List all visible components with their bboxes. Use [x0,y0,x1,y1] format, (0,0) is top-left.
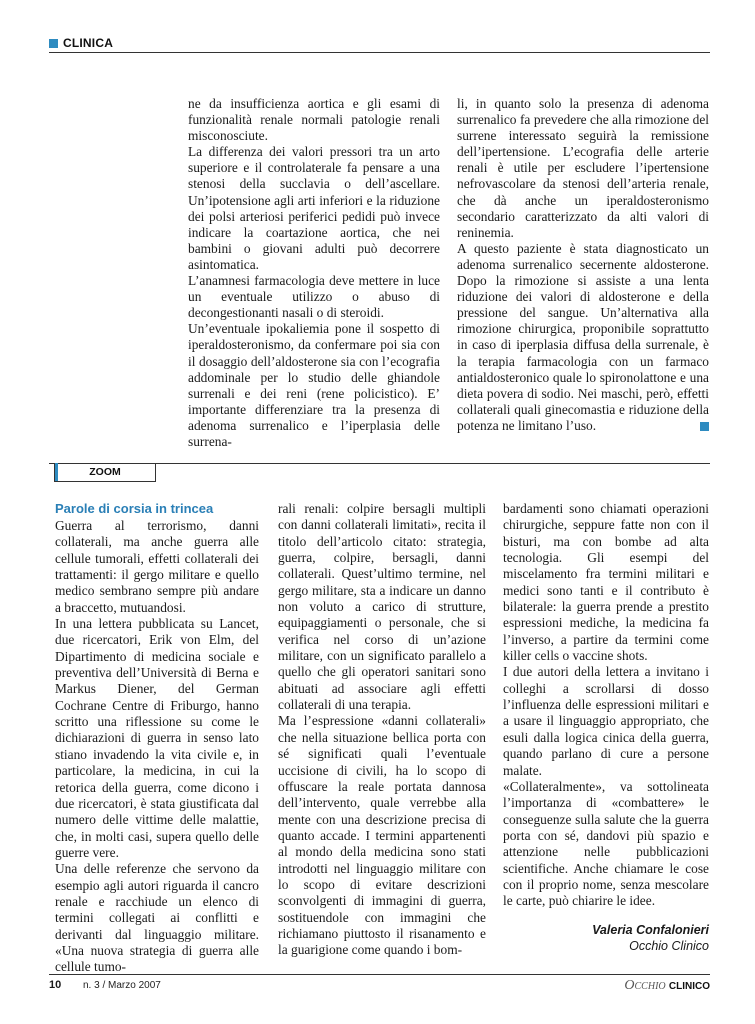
paragraph: La differenza dei valori pressori tra un arto superiore e il controlaterale fa pensare a una stenosi della succlavia o dell’ascellare. Un’ipotensione agli arti inferiori e la riduzione dei polsi arteriosi periferici pedidi può invece indicare la coartazione aortica, che nei bambini o giovani adulti può decorrere asintomatica. [188,144,440,272]
paragraph: bardamenti sono chiamati operazioni chirurgiche, seppure fatte non con il bisturi, ma con bombe ad alta tecnologia. Gli esempi del miscelamento fra termini militari e medici sono tanti e il contributo è bilaterale: la guerra prende a prestito espressioni mediche, la medicina fa l’inverso, a partire da termini come killer cells o vaccine shots. [503,501,709,664]
zoom-column-1 [55,501,259,976]
article-column-2 [457,96,709,434]
footer-rule [49,974,710,975]
end-marker [700,422,709,431]
zoom-label-box [54,463,156,482]
brand-part-1: Occhio [624,978,666,993]
zoom-column-3 [503,501,709,954]
paragraph: ne da insufficienza aortica e gli esami di funzionalità renale normali patologie renali misconosciute. [188,96,440,144]
section-header [49,34,710,56]
paragraph: Una delle referenze che servono da esempio agli autori riguarda il cancro renale e racchiude un elenco di termini collegati ai conflitti e derivanti dal linguaggio militare. «Una nuova strategia di guerra alle cellule tumo- [55,861,259,975]
paragraph: «Collateralmente», va sottolineata l’importanza di «combattere» le conseguenze sulla salute che la guerra porta con sé, dandovi più spazio e attenzione nelle pubblicazioni scientifiche. Anche chiamare le cose con il proprio nome, senza mescolare le carte, può chiarire le idee. [503,778,709,909]
paragraph: li, in quanto solo la presenza di adenoma surrenalico fa prevedere che alla rimozione del surrene interessato seguirà la remissione dell’ipertensione. L’ecografia delle arterie renali è utile per escludere l’ipertensione nefrovascolare da stenosi dell’arteria renale, che dà anche un iperaldosteronismo secondario caratterizzato da alti valori di reninemia. [457,96,709,240]
zoom-title: Parole di corsia in trincea [55,501,214,516]
signature [503,922,709,954]
zoom-header [49,463,710,483]
zoom-column-2 [278,501,486,959]
zoom-label: ZOOM [89,466,121,478]
paragraph: L’anamnesi farmacologia deve mettere in luce un eventuale utilizzo o abuso di decongestionanti nasali o di steroidi. [188,273,440,321]
author-name: Valeria Confalonieri [592,922,709,937]
publication-name: Occhio Clinico [629,938,709,953]
brand-part-2: CLINICO [668,981,710,992]
issue-info: n. 3 / Marzo 2007 [83,980,161,991]
section-label: CLINICA [63,36,114,50]
paragraph: rali renali: colpire bersagli multipli con danni collaterali limitati», recita il titolo dell’articolo citato: strategia, guerra, colpire, bersagli, danni collaterali. Quest’ultimo termine, nel gergo militare, sta a indicare un danno non voluto a carico di strutture, equipaggiamenti o personale, che si verifica nel corso di un’azione militare, con un significato parallelo a quello che gli operatori sanitari sono abituati ad associare agli effetti collaterali di una terapia. [278,501,486,713]
article-column-1 [188,96,440,450]
paragraph [457,241,709,434]
page-footer [49,974,710,996]
paragraph: I due autori della lettera a invitano i colleghi a scrollarsi di dosso l’influenza delle espressioni militari e a usare il linguaggio appropriato, che esuli dalla logica cinica della guerra, quando parlano di cure a persone malate. [503,664,709,778]
paragraph: Ma l’espressione «danni collaterali» che nella situazione bellica porta con sé significati quali l’eventuale uccisione di civili, ha lo scopo di offuscare la reale portata dannosa dell’intervento, quale verrebbe alla mente con una descrizione precisa di quanto accade. I termini appartenenti al mondo della medicina sono stati introdotti nel linguaggio militare con lo scopo di evitare descrizioni sconvolgenti di immagini di guerra, sostituendole con immagini che richiamano piuttosto il risanamento e la guarigione come quando i bom- [278,713,486,958]
paragraph: In una lettera pubblicata su Lancet, due ricercatori, Erik von Elm, del Dipartimento di medicina sociale e preventiva dell’Università di Berna e Markus Diener, del German Cochrane Centre di Friburgo, hanno scritto una riflessione su come le dichiarazioni di guerra in senso lato stiano invadendo la vita civile e, in particolare, la medicina, in cui la retorica della guerra, come dicono i due ricercatori, è stata giustificata dal numero delle vittime delle malattie, che, in molti casi, supera quello delle guerre vere. [55,616,259,860]
paragraph: Un’eventuale ipokaliemia pone il sospetto di iperaldosteronismo, da confermare poi sia con il dosaggio dell’aldosterone sia con l’ecografia addominale per lo studio delle ghiandole surrenali e dei reni (rene policistico). E’ importante differenziare tra la presenza di adenoma surrenalico e l’iperplasia delle surrena- [188,321,440,449]
page-number: 10 [49,979,62,991]
paragraph-text: A questo paziente è stata diagnosticato un adenoma surrenalico secernente aldosterone. Dopo la rimozione si assiste a una lenta riduzione dei valori di aldosterone e della pressione del sangue. Un’alternativa alla rimozione chirurgica, proponibile soprattutto in caso di iperplasia diffusa della surrenale, è la terapia farmacologia con un farmaco antialdosteronico quale lo spironolattone e una dieta povera di sodio. Nei maschi, però, effetti collaterali quali ginecomastia e riduzione della potenza ne limitano l’uso. [457,240,709,433]
section-marker [49,39,58,48]
paragraph: Guerra al terrorismo, danni collaterali, ma anche guerra alle cellule tumorali, effetti collaterali dei trattamenti: il gergo militare e quello medico sembrano sempre più andare a braccetto, mutuandosi. [55,518,259,615]
zoom-box-edge [155,463,156,481]
header-rule [49,52,710,53]
brand-logo [624,977,710,994]
